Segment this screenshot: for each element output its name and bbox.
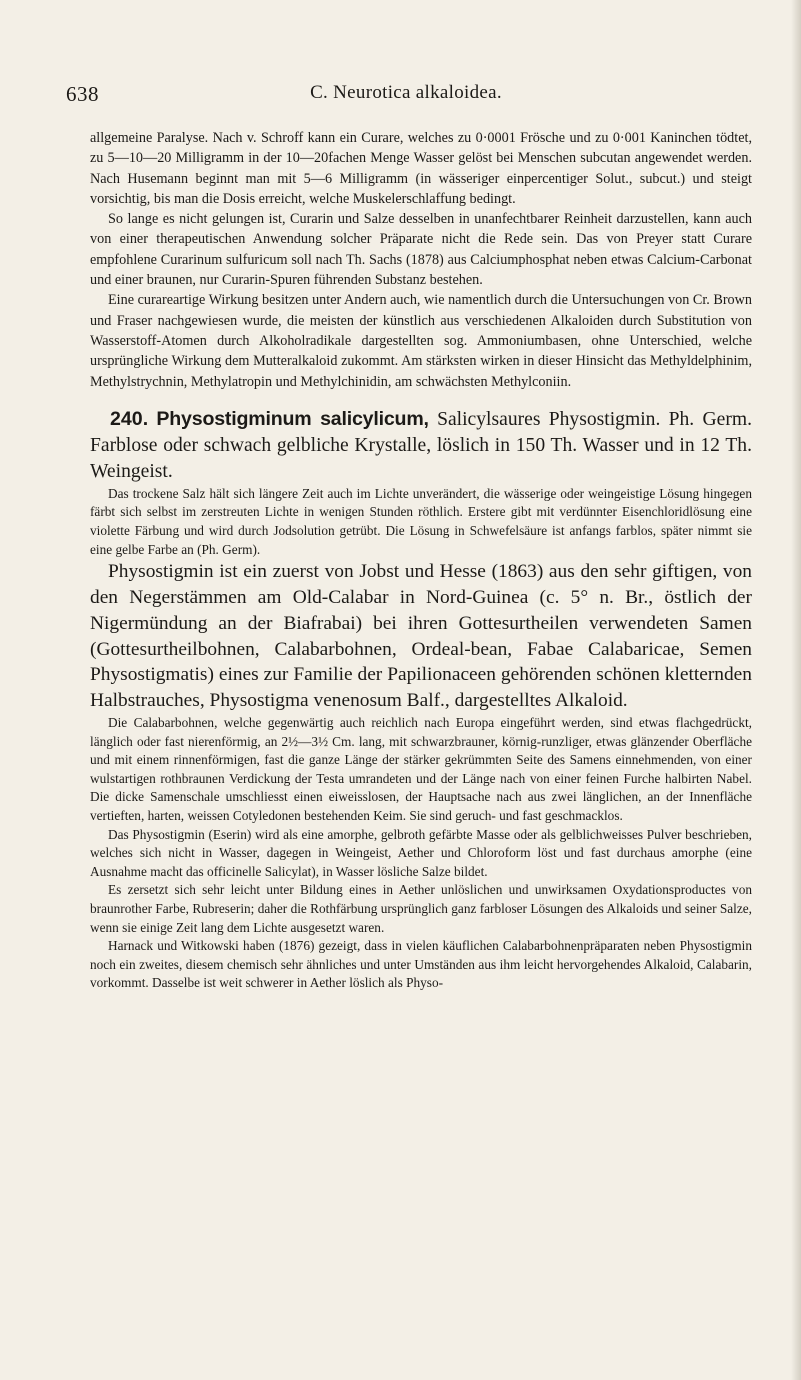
paragraph-salt-properties: Das trockene Salz hält sich längere Zeit auch im Lichte unverändert, die wässerige oder weingeistige Lösung hingegen färbt sich selbst im zerstreuten Lichte in wenigen Stunden röthlich. Erstere gibt mit verdünnter Eisenchloridlösung eine violette Färbung und wird durch Jodsolution getrübt. Die Lösung in Schwefelsäure ist anfangs farblos, später nimmt sie eine gelbe Farbe an (Ph. Germ). [90, 485, 752, 557]
entry-heading [90, 406, 752, 485]
paragraph-eserin: Das Physostigmin (Eserin) wird als eine amorphe, gelbroth gefärbte Masse oder als gelblichweisses Pulver beschrieben, welches sich nicht in Wasser, dagegen in Weingeist, Aether und Chloroform löst und fast durchaus amorphe (eine Ausnahme macht das officinelle Salicylat), in Wasser lösliche Salze bildet. [90, 826, 752, 879]
entry-name: Physostigminum salicylicum, [156, 407, 429, 430]
page-header [66, 82, 746, 108]
page-body [90, 128, 752, 993]
entry-heading-description: Salicylsaures Physostigmin. Ph. Germ. Farblose oder schwach gelbliche Krystalle, löslich in 150 Th. Wasser und in 12 Th. Weingeist. [90, 408, 752, 482]
paragraph-ammonium-bases: Eine curareartige Wirkung besitzen unter Andern auch, wie namentlich durch die Untersuchungen von Cr. Brown und Fraser nachgewiesen wurde, die meisten der künstlich aus verschiedenen Alkaloiden durch Substitution von Wasserstoff-Atomen durch Alkoholradikale dargestellten sog. Ammoniumbasen, ohne Unterschied, welche ursprüngliche Wirkung dem Mutteralkaloid zukommt. Am stärksten wirken in dieser Hinsicht das Methyldelphinim, Methylstrychnin, Methylatropin und Methylchinidin, am schwächsten Methylconiin. [90, 292, 752, 390]
paragraph-physostigmin-origin: Physostigmin ist ein zuerst von Jobst und Hesse (1863) aus den sehr giftigen, von den Negerstämmen am Old-Calabar in Nord-Guinea (c. 5° n. Br., östlich der Nigermündung an der Biafrabai) bei ihren Gottesurtheilen verwendeten Samen (Gottesurtheilbohnen, Calabarbohnen, Ordeal-bean, Fabae Calabaricae, Semen Physostigmatis) eines zur Familie der Papilionaceen gehörenden schönen kletternden Halbstrauches, Physostigma venenosum Balf., dargestelltes Alkaloid. [90, 561, 752, 712]
entry-number: 240. [110, 407, 149, 430]
running-title: C. Neurotica alkaloidea. [310, 82, 502, 103]
paragraph-curare-dosage: allgemeine Paralyse. Nach v. Schroff kann ein Curare, welches zu 0·0001 Frösche und zu 0·001 Kaninchen tödtet, zu 5—10—20 Milligramm in der 10—20fachen Menge Wasser gelöst bei Menschen subcutan angewendet werden. Nach Husemann beginnt man mit 5—6 Milligramm (in wässeriger einpercentiger Solut., subcut.) und steigt vorsichtig, bis man die Dosis erreicht, welche Muskelerschlaffung bedingt. [90, 130, 752, 207]
page-number: 638 [66, 82, 99, 106]
paragraph-rubreserin: Es zersetzt sich sehr leicht unter Bildung eines in Aether unlöslichen und unwirksamen Oxydationsproductes von braunrother Farbe, Rubreserin; daher die Rothfärbung ursprünglich ganz farbloser Lösungen des Alkaloids und seiner Salze, wenn sie einige Zeit lang dem Lichte ausgesetzt waren. [90, 882, 752, 935]
paragraph-calabarin: Harnack und Witkowski haben (1876) gezeigt, dass in vielen käuflichen Calabarbohnenpräparaten neben Physostigmin noch ein zweites, diesem chemisch sehr ähnliches und unter Umständen aus ihm leicht hervorgehendes Alkaloid, Calabarin, vorkommt. Dasselbe ist weit schwerer in Aether löslich als Physo- [90, 938, 752, 991]
page-edge-shadow [791, 0, 801, 1380]
paragraph-curarin-purity: So lange es nicht gelungen ist, Curarin und Salze desselben in unanfechtbarer Reinheit darzustellen, kann auch von einer therapeutischen Anwendung solcher Präparate nicht die Rede sein. Das von Preyer statt Curare empfohlene Curarinum sulfuricum soll nach Th. Sachs (1878) aus Calciumphosphat neben etwas Calcium-Carbonat und einer braunen, nur Curarin-Spuren führenden Substanz bestehen. [90, 211, 752, 289]
paragraph-calabar-beans: Die Calabarbohnen, welche gegenwärtig auch reichlich nach Europa eingeführt werden, sind etwas flachgedrückt, länglich oder fast nierenförmig, an 2½—3½ Cm. lang, mit schwarzbrauner, körnig-runzliger, etwas glänzender Oberfläche und mit einem rinnenförmigen, fast die ganze Länge der stärker gekrümmten Seite des Samens einnehmenden, von einer wulstartigen rothbraunen Verdickung der Testa umrandeten und der Länge nach von einer feinen Furche halbirten Nabel. Die dicke Samenschale umschliesst einen eiweisslosen, der Hauptsache nach aus zwei länglichen, an der Innenfläche vertieften, harten, weissen Cotyledonen bestehenden Keim. Sie sind geruch- und fast geschmacklos. [90, 715, 752, 823]
